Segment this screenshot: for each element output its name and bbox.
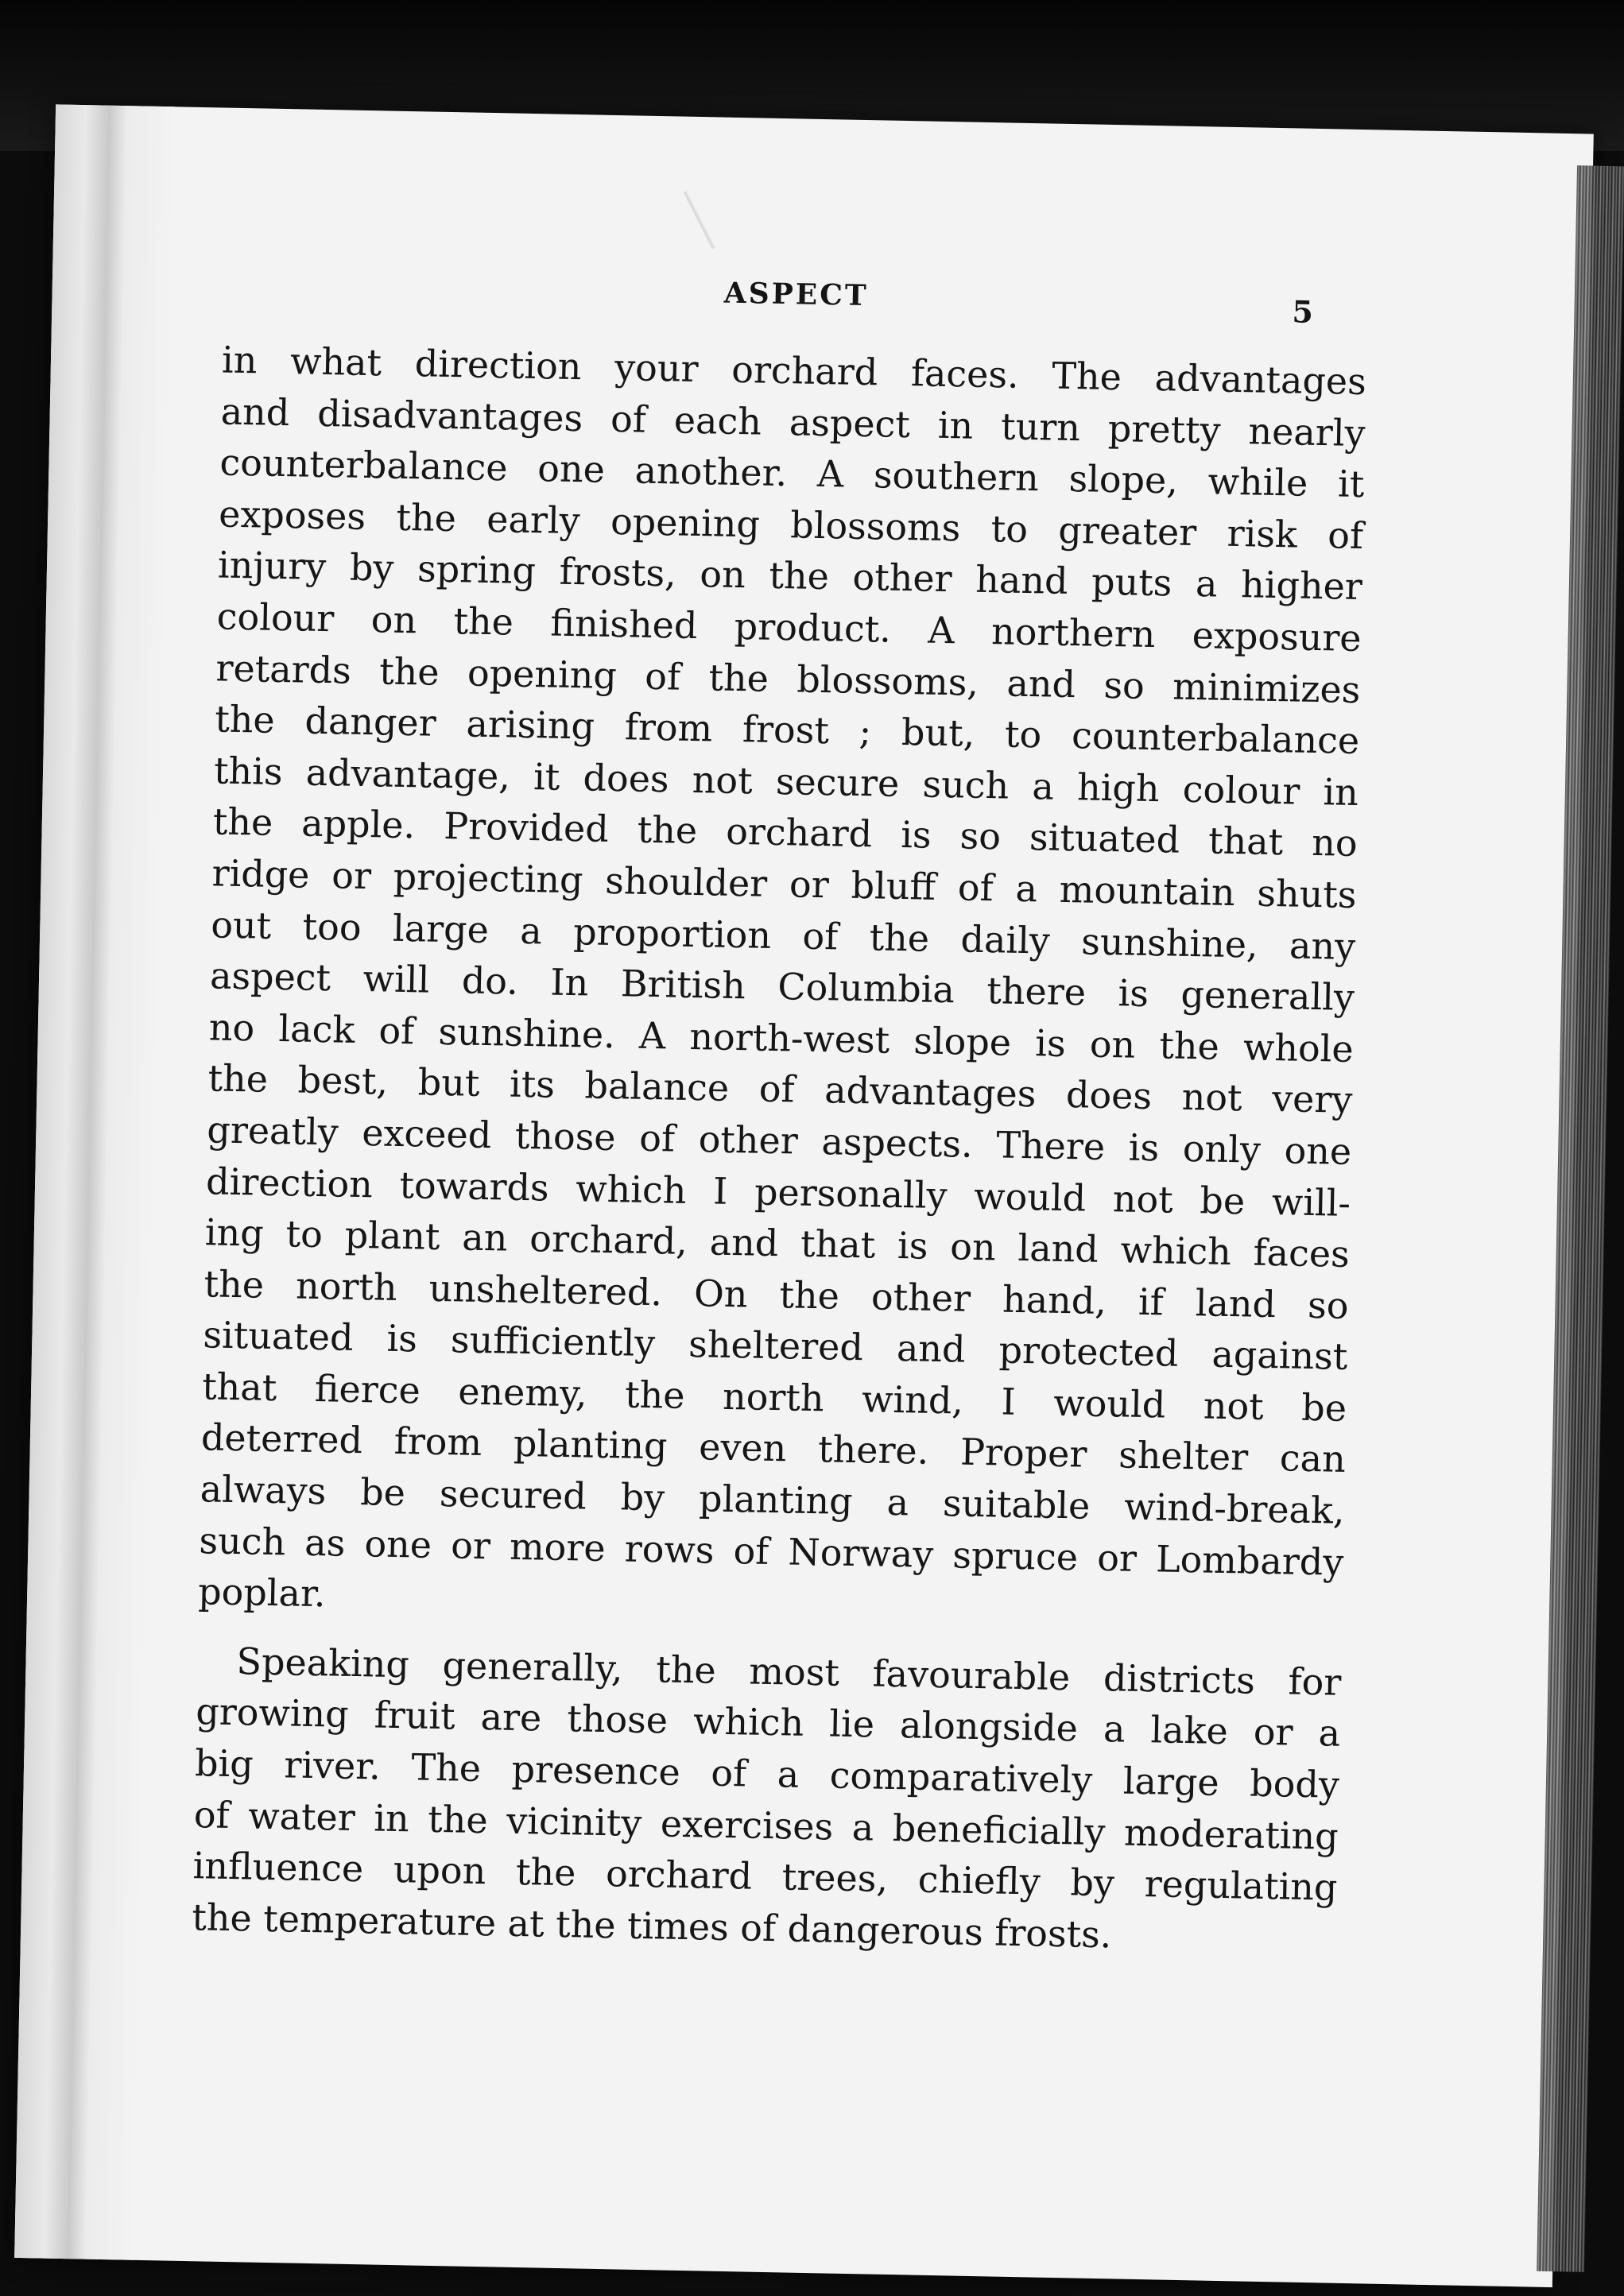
text-line: the danger arising from frost ; but, to counterbalance bbox=[214, 697, 1360, 763]
text-line: greatly exceed those of other aspects. There is only one bbox=[206, 1108, 1352, 1173]
text-line: retards the opening of the blossoms, and so minimizes bbox=[215, 645, 1361, 711]
text-line: the north unsheltered. On the other hand, if land so bbox=[203, 1261, 1349, 1327]
text-line: colour on the finished product. A northern exposure bbox=[216, 594, 1362, 660]
text-line: of water in the vicinity exercises a beneficially moderating bbox=[193, 1792, 1339, 1858]
text-line: big river. The presence of a comparatively large body bbox=[194, 1741, 1340, 1806]
text-line: counterbalance one another. A southern slope, while it bbox=[219, 440, 1365, 506]
text-line: influence upon the orchard trees, chiefly by regulating bbox=[192, 1844, 1338, 1910]
text-line: always be secured by planting a suitable wind-break, bbox=[200, 1467, 1346, 1532]
text-line: no lack of sunshine. A north-west slope is on the whole bbox=[208, 1005, 1355, 1071]
page-header bbox=[52, 263, 1591, 340]
text-line: in what direction your orchard faces. The advantages bbox=[221, 338, 1367, 404]
body-text bbox=[192, 335, 1367, 1965]
paragraph-1 bbox=[198, 335, 1367, 1640]
text-line: the best, but its balance of advantages does not very bbox=[207, 1056, 1353, 1122]
text-line: the temperature at the times of dangerous frosts. bbox=[191, 1895, 1112, 1957]
paper-crease bbox=[684, 191, 715, 249]
text-line: Speaking generally, the most favourable districts for bbox=[236, 1640, 1342, 1704]
text-line: ridge or projecting shoulder or bluff of a mountain shuts bbox=[211, 851, 1357, 916]
text-line: injury by spring frosts, on the other hand puts a higher bbox=[217, 543, 1363, 609]
text-line: aspect will do. In British Columbia there is generally bbox=[209, 954, 1355, 1020]
book-page bbox=[14, 104, 1594, 2287]
running-head: ASPECT bbox=[723, 276, 870, 313]
text-line: direction towards which I personally would not be will- bbox=[205, 1159, 1351, 1225]
page-number: 5 bbox=[1292, 293, 1314, 330]
text-line: the apple. Provided the orchard is so situated that no bbox=[212, 800, 1359, 865]
paragraph-2 bbox=[192, 1635, 1342, 1965]
text-line: and disadvantages of each aspect in turn pretty nearly bbox=[220, 389, 1366, 455]
text-line: growing fruit are those which lie alongside a lake or a bbox=[195, 1690, 1341, 1756]
text-line: ing to plant an orchard, and that is on land which faces bbox=[204, 1210, 1351, 1276]
text-line: exposes the early opening blossoms to greater risk of bbox=[218, 492, 1364, 557]
text-line: out too large a proportion of the daily sunshine, any bbox=[210, 902, 1356, 968]
text-line: that fierce enemy, the north wind, I would not be bbox=[201, 1365, 1347, 1430]
text-line: deterred from planting even there. Proper shelter can bbox=[200, 1415, 1347, 1481]
text-line: situated is sufficiently sheltered and protected against bbox=[202, 1313, 1348, 1379]
text-line: poplar. bbox=[197, 1570, 327, 1616]
book-gutter bbox=[14, 104, 175, 2259]
text-line: such as one or more rows of Norway spruce or Lombardy bbox=[199, 1518, 1344, 1584]
page-fore-edge bbox=[1537, 165, 1624, 2272]
text-line: this advantage, it does not secure such a high colour in bbox=[213, 749, 1359, 814]
